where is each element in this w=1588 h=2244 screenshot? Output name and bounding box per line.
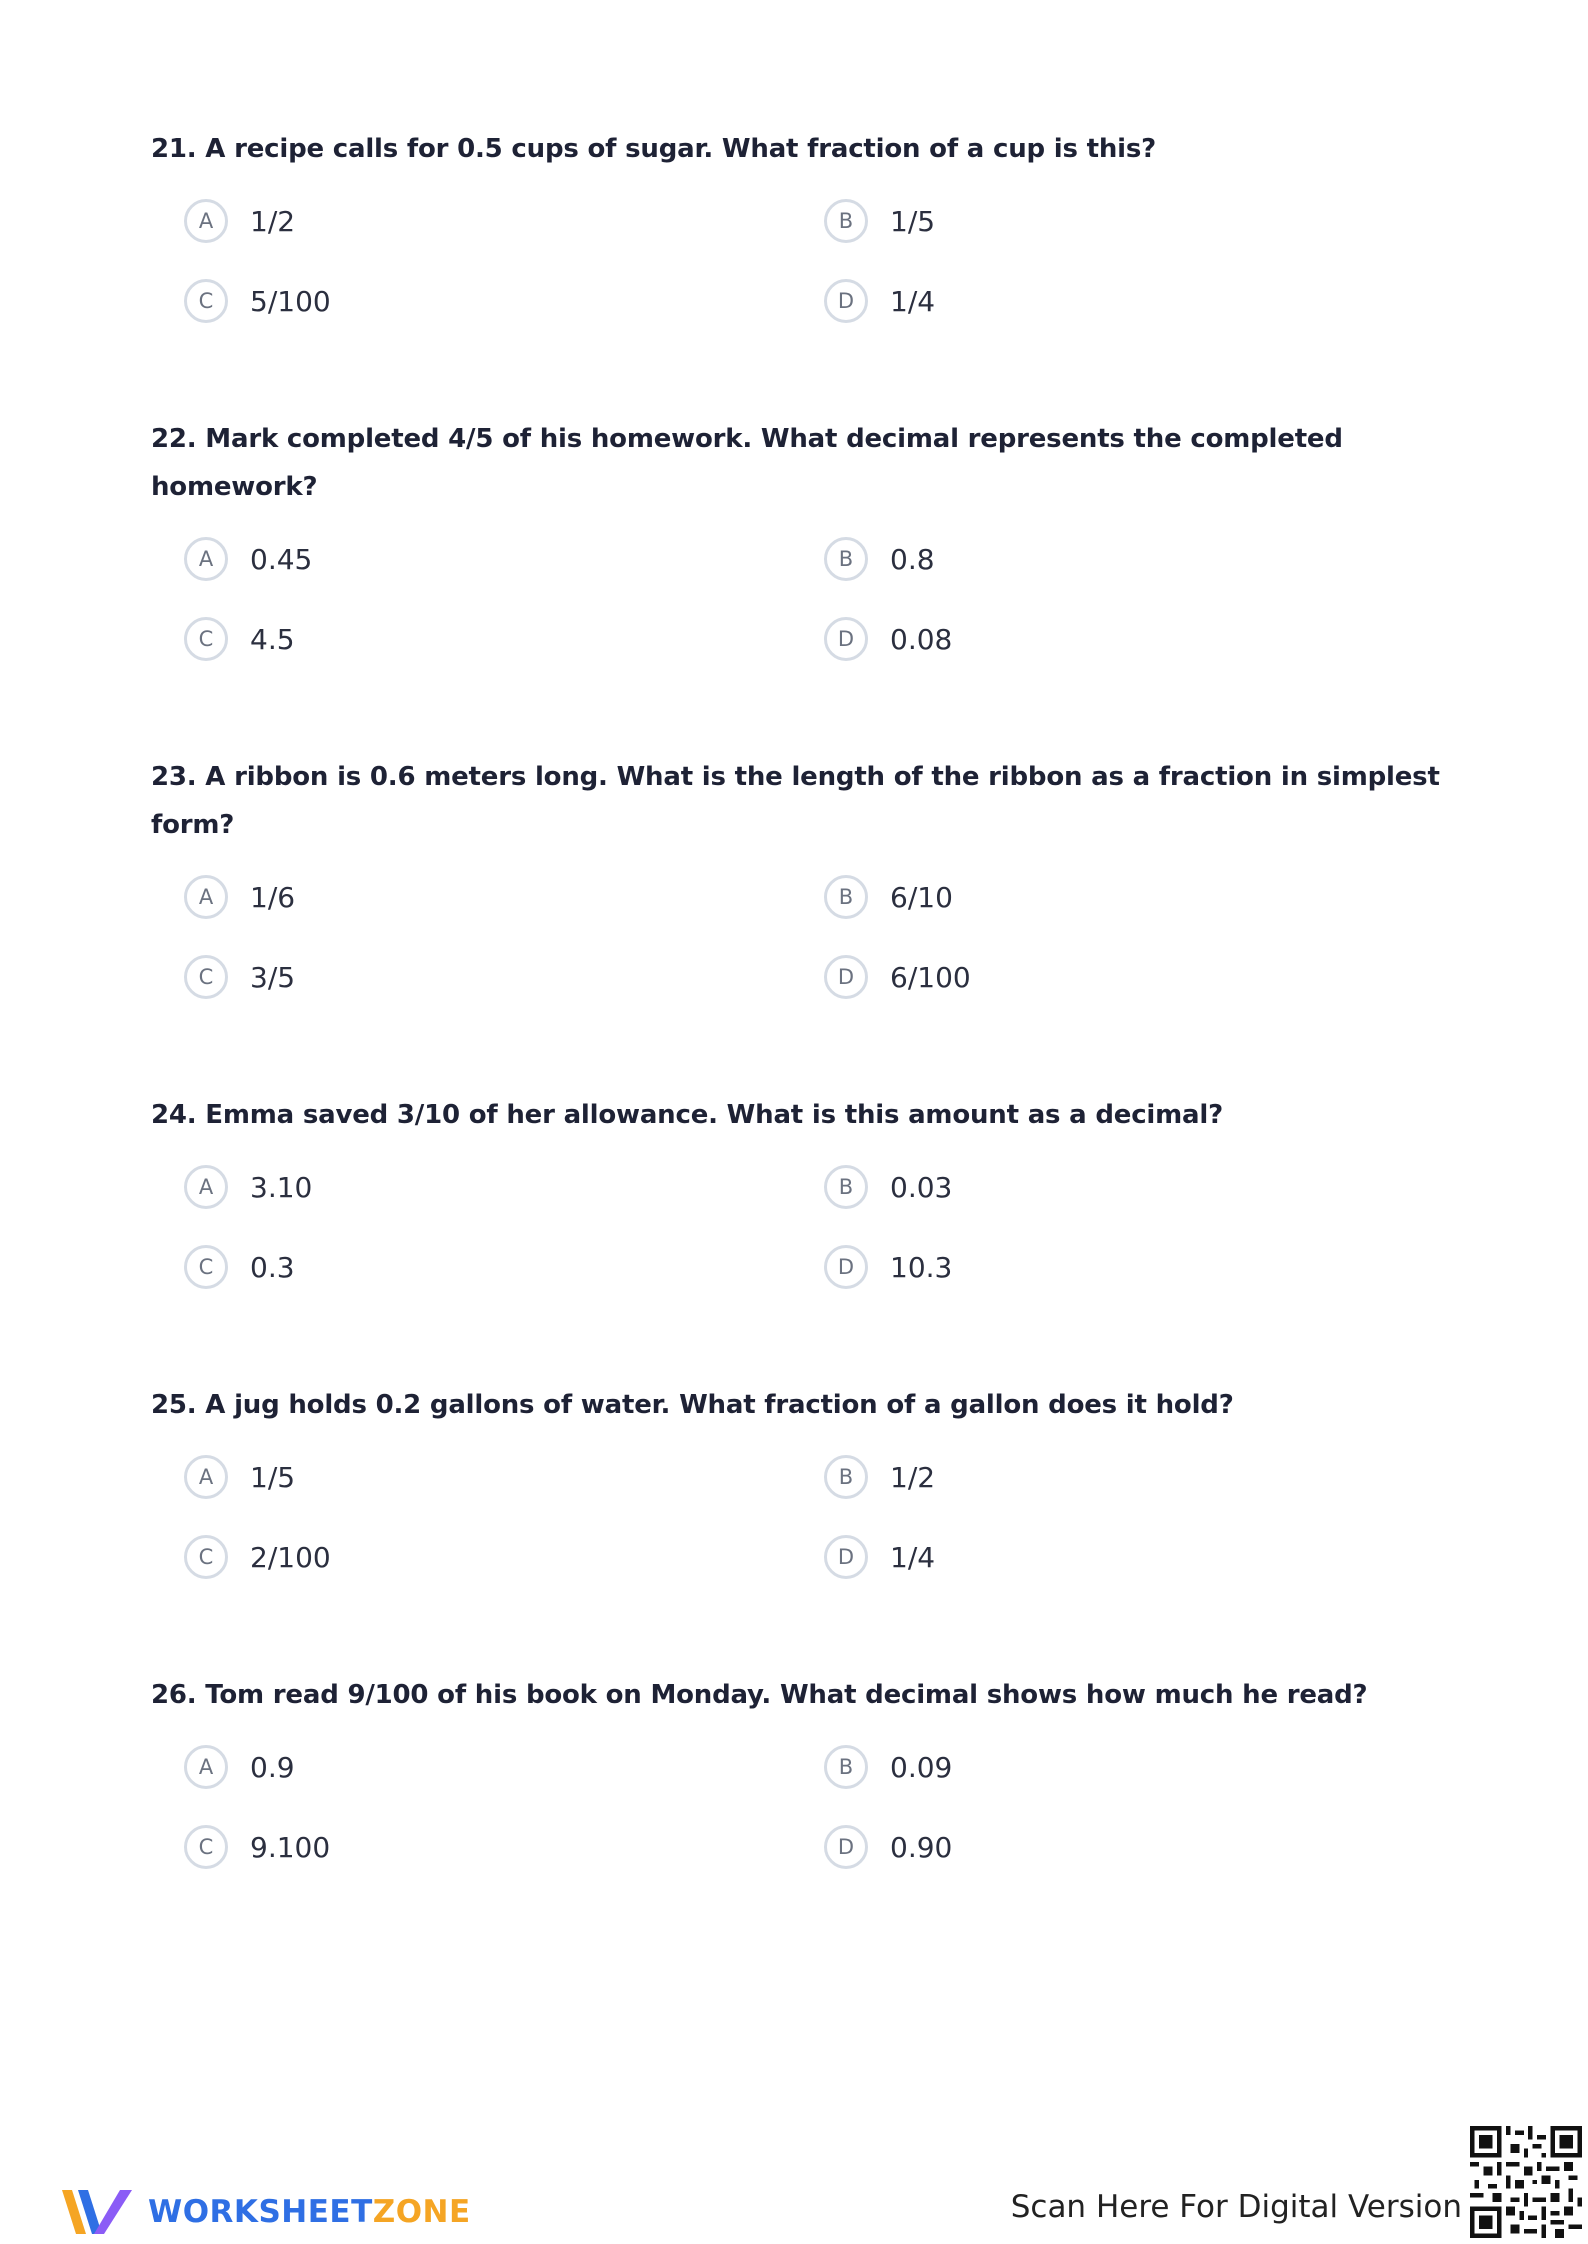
option-text: 6/10 (890, 880, 953, 914)
option-text: 2/100 (250, 1540, 331, 1574)
option-d[interactable] (824, 1241, 952, 1293)
scan-caption: Scan Here For Digital Version (1010, 2189, 1462, 2225)
logo-wordmark (148, 2194, 471, 2230)
option-text: 4.5 (250, 622, 295, 656)
option-letter-badge: A (184, 1455, 228, 1499)
option-c[interactable] (184, 951, 295, 1003)
option-a[interactable] (184, 533, 312, 585)
option-text: 1/4 (890, 1540, 936, 1574)
option-d[interactable] (824, 1531, 935, 1583)
option-b[interactable] (824, 871, 953, 923)
option-text: 0.9 (250, 1750, 295, 1784)
question-22 (151, 415, 1451, 656)
question-text: 23. A ribbon is 0.6 meters long. What is the length of the ribbon as a fraction in simplest form? (151, 762, 1440, 840)
option-b[interactable] (824, 195, 935, 247)
option-letter-badge: C (184, 279, 228, 323)
option-c[interactable] (184, 1531, 331, 1583)
option-c[interactable] (184, 613, 295, 665)
option-d[interactable] (824, 613, 952, 665)
option-text: 0.08 (890, 622, 953, 656)
option-a[interactable] (184, 1161, 312, 1213)
question-25 (151, 1381, 1451, 1574)
option-letter-badge: C (184, 617, 228, 661)
option-letter-badge: D (824, 617, 868, 661)
question-26 (151, 1671, 1451, 1864)
option-letter-badge: C (184, 1245, 228, 1289)
option-text: 3.10 (250, 1170, 313, 1204)
question-24 (151, 1091, 1451, 1284)
question-23 (151, 753, 1451, 994)
option-text: 0.8 (890, 542, 935, 576)
option-text: 0.45 (250, 542, 313, 576)
option-letter-badge: A (184, 537, 228, 581)
option-letter-badge: D (824, 279, 868, 323)
option-letter-badge: D (824, 1245, 868, 1289)
option-letter-badge: A (184, 199, 228, 243)
option-letter-badge: D (824, 1535, 868, 1579)
option-letter-badge: B (824, 537, 868, 581)
option-d[interactable] (824, 1821, 952, 1873)
question-text: 24. Emma saved 3/10 of her allowance. What is this amount as a decimal? (151, 1100, 1223, 1130)
logo-word-worksheet: WORKSHEET (148, 2194, 373, 2230)
option-text: 5/100 (250, 284, 331, 318)
option-text: 0.3 (250, 1250, 295, 1284)
option-text: 1/5 (250, 1460, 296, 1494)
option-letter-badge: D (824, 955, 868, 999)
option-b[interactable] (824, 1161, 952, 1213)
option-c[interactable] (184, 1821, 330, 1873)
worksheetzone-logo[interactable] (58, 2184, 471, 2240)
option-letter-badge: A (184, 1745, 228, 1789)
option-letter-badge: D (824, 1825, 868, 1869)
option-text: 3/5 (250, 960, 296, 994)
option-text: 0.03 (890, 1170, 953, 1204)
question-text: 25. A jug holds 0.2 gallons of water. What fraction of a gallon does it hold? (151, 1390, 1234, 1420)
option-letter-badge: C (184, 1825, 228, 1869)
option-letter-badge: C (184, 1535, 228, 1579)
question-text: 22. Mark completed 4/5 of his homework. What decimal represents the completed homework? (151, 424, 1343, 502)
option-text: 0.90 (890, 1830, 953, 1864)
option-a[interactable] (184, 1451, 295, 1503)
question-text: 21. A recipe calls for 0.5 cups of sugar. What fraction of a cup is this? (151, 134, 1157, 164)
option-letter-badge: A (184, 1165, 228, 1209)
option-text: 1/5 (890, 204, 936, 238)
option-text: 1/2 (890, 1460, 936, 1494)
option-letter-badge: B (824, 875, 868, 919)
option-b[interactable] (824, 533, 935, 585)
option-c[interactable] (184, 275, 331, 327)
option-b[interactable] (824, 1451, 935, 1503)
option-d[interactable] (824, 951, 971, 1003)
option-text: 0.09 (890, 1750, 953, 1784)
option-letter-badge: B (824, 1745, 868, 1789)
option-letter-badge: B (824, 1455, 868, 1499)
option-letter-badge: A (184, 875, 228, 919)
option-c[interactable] (184, 1241, 295, 1293)
option-text: 9.100 (250, 1830, 331, 1864)
option-text: 1/4 (890, 284, 936, 318)
question-text: 26. Tom read 9/100 of his book on Monday. What decimal shows how much he read? (151, 1680, 1368, 1710)
option-letter-badge: B (824, 199, 868, 243)
question-21 (151, 125, 1451, 318)
option-text: 6/100 (890, 960, 971, 994)
option-a[interactable] (184, 871, 295, 923)
option-b[interactable] (824, 1741, 952, 1793)
option-text: 10.3 (890, 1250, 953, 1284)
option-a[interactable] (184, 195, 295, 247)
logo-word-zone: ZONE (372, 2194, 471, 2230)
option-letter-badge: B (824, 1165, 868, 1209)
option-a[interactable] (184, 1741, 295, 1793)
option-text: 1/2 (250, 204, 296, 238)
option-d[interactable] (824, 275, 935, 327)
option-letter-badge: C (184, 955, 228, 999)
logo-w-icon (58, 2184, 138, 2240)
qr-code-icon[interactable] (1470, 2126, 1582, 2238)
option-text: 1/6 (250, 880, 296, 914)
